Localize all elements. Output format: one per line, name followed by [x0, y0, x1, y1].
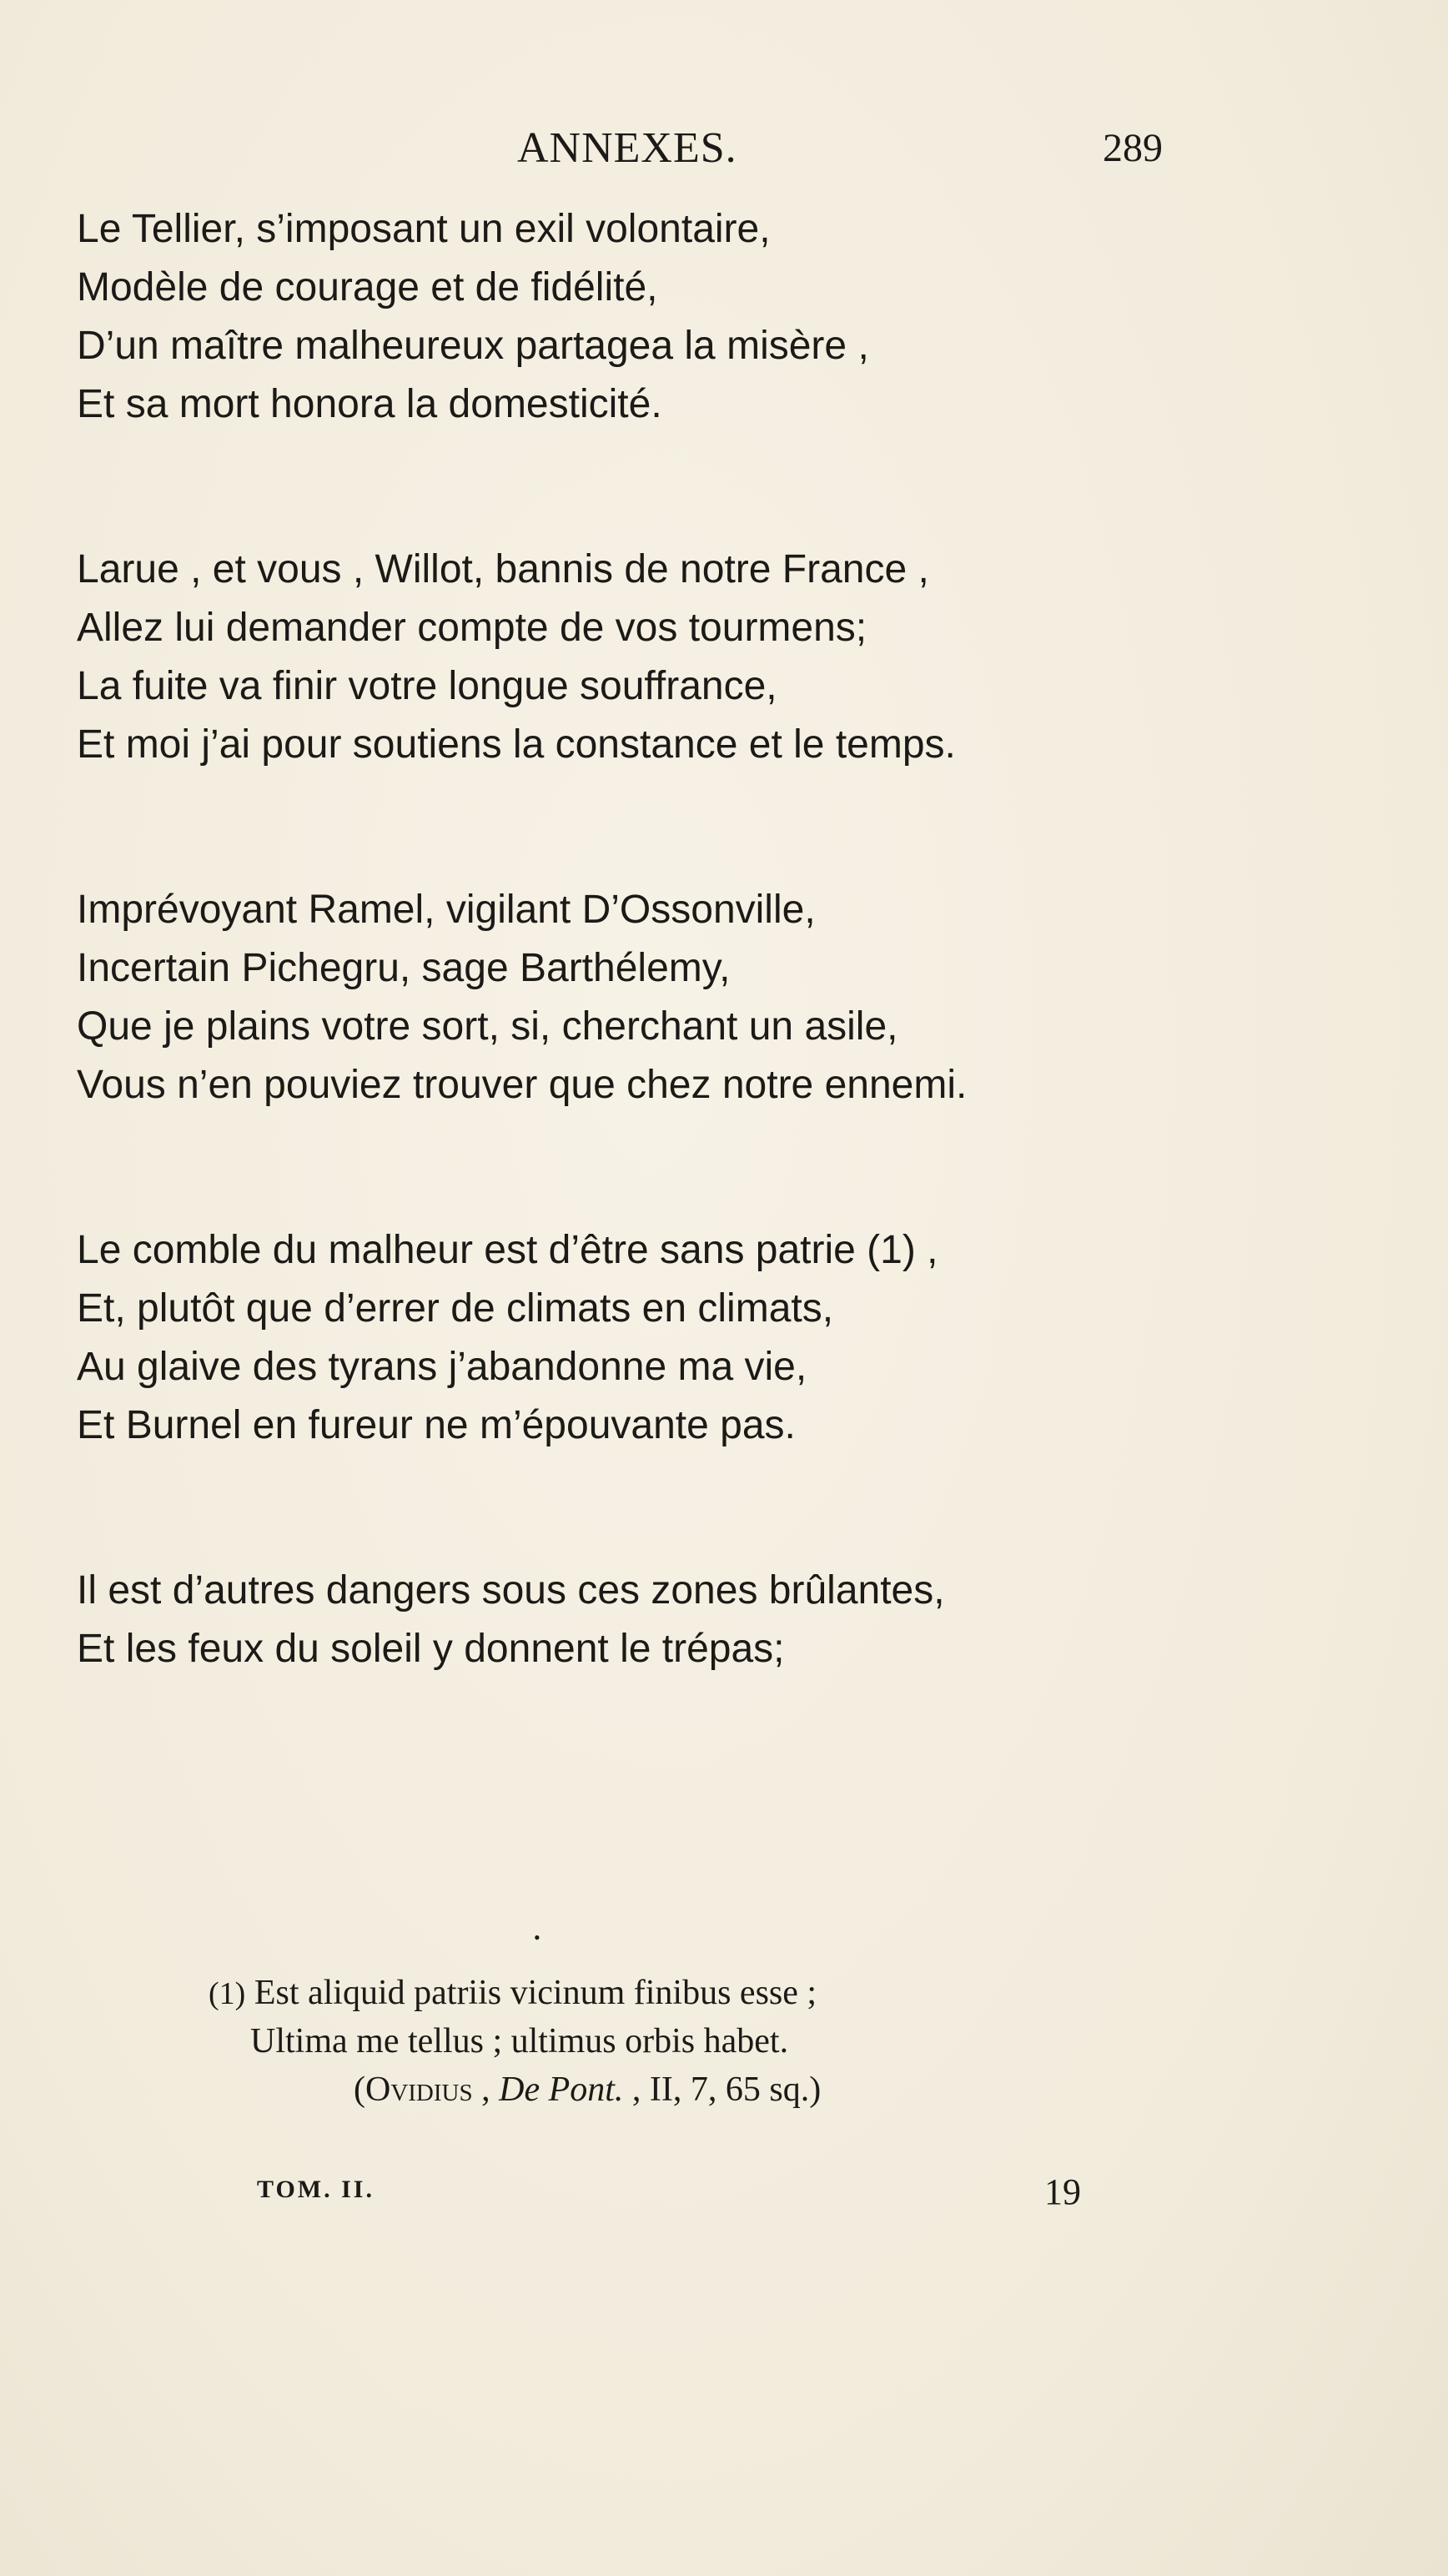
- verse-line: Et les feux du soleil y donnent le trépas;: [77, 1627, 785, 1671]
- poem: [77, 200, 1228, 1678]
- verse-line: Au glaive des tyrans j’abandonne ma vie,: [77, 1345, 807, 1389]
- running-title: ANNEXES.: [517, 124, 737, 172]
- verse-line: Et Burnel en fureur ne m’épouvante pas.: [77, 1403, 796, 1447]
- citation-separator: ,: [472, 2070, 500, 2109]
- signature-mark: TOM. II.: [257, 2176, 375, 2203]
- stanza-4: [77, 1221, 1228, 1455]
- citation-reference: , II, 7, 65 sq.): [623, 2070, 822, 2109]
- stanza-1: [77, 200, 1228, 434]
- verse-line: Imprévoyant Ramel, vigilant D’Ossonville,: [77, 888, 816, 932]
- running-head: [0, 123, 1448, 182]
- ink-dot-ornament: •: [534, 1927, 540, 1948]
- verse-line: Que je plains votre sort, si, cherchant un asile,: [77, 1004, 898, 1049]
- footnote-citation: [209, 2065, 1209, 2114]
- page-number: 289: [1103, 126, 1163, 170]
- verse-line: Incertain Pichegru, sage Barthélemy,: [77, 946, 731, 990]
- verse-line: Le Tellier, s’imposant un exil volontaire,: [77, 207, 771, 251]
- verse-line: Modèle de courage et de fidélité,: [77, 265, 658, 309]
- citation-open: (: [354, 2070, 365, 2109]
- footnote: [209, 1969, 1209, 2114]
- verse-line: Larue , et vous , Willot, bannis de notre France ,: [77, 547, 929, 591]
- verse-line: Et, plutôt que d’errer de climats en climats,: [77, 1286, 834, 1331]
- sheet-number: 19: [1044, 2171, 1081, 2212]
- verse-line: Le comble du malheur est d’être sans patrie (1) ,: [77, 1228, 938, 1272]
- citation-work: De Pont.: [499, 2070, 624, 2109]
- verse-line: D’un maître malheureux partagea la misère ,: [77, 324, 869, 368]
- verse-line: Vous n’en pouviez trouver que chez notre ennemi.: [77, 1063, 968, 1107]
- stanza-2: [77, 541, 1228, 774]
- verse-line: Allez lui demander compte de vos tourmens;: [77, 606, 867, 650]
- verse-line: Il est d’autres dangers sous ces zones brûlantes,: [77, 1568, 945, 1613]
- verse-line: La fuite va finir votre longue souffrance,: [77, 664, 777, 708]
- stanza-5: [77, 1562, 1228, 1678]
- footnote-line-1: [209, 1969, 1209, 2017]
- stanza-3: [77, 881, 1228, 1114]
- footnote-text: Est aliquid patriis vicinum finibus esse ;: [254, 1974, 817, 2012]
- footnote-marker: (1): [209, 1976, 246, 2011]
- footnote-line-2: Ultima me tellus ; ultimus orbis habet.: [250, 2022, 789, 2060]
- verse-line: Et sa mort honora la domesticité.: [77, 382, 662, 426]
- verse-line: Et moi j’ai pour soutiens la constance et le temps.: [77, 722, 956, 767]
- citation-author: Ovidius: [365, 2070, 473, 2109]
